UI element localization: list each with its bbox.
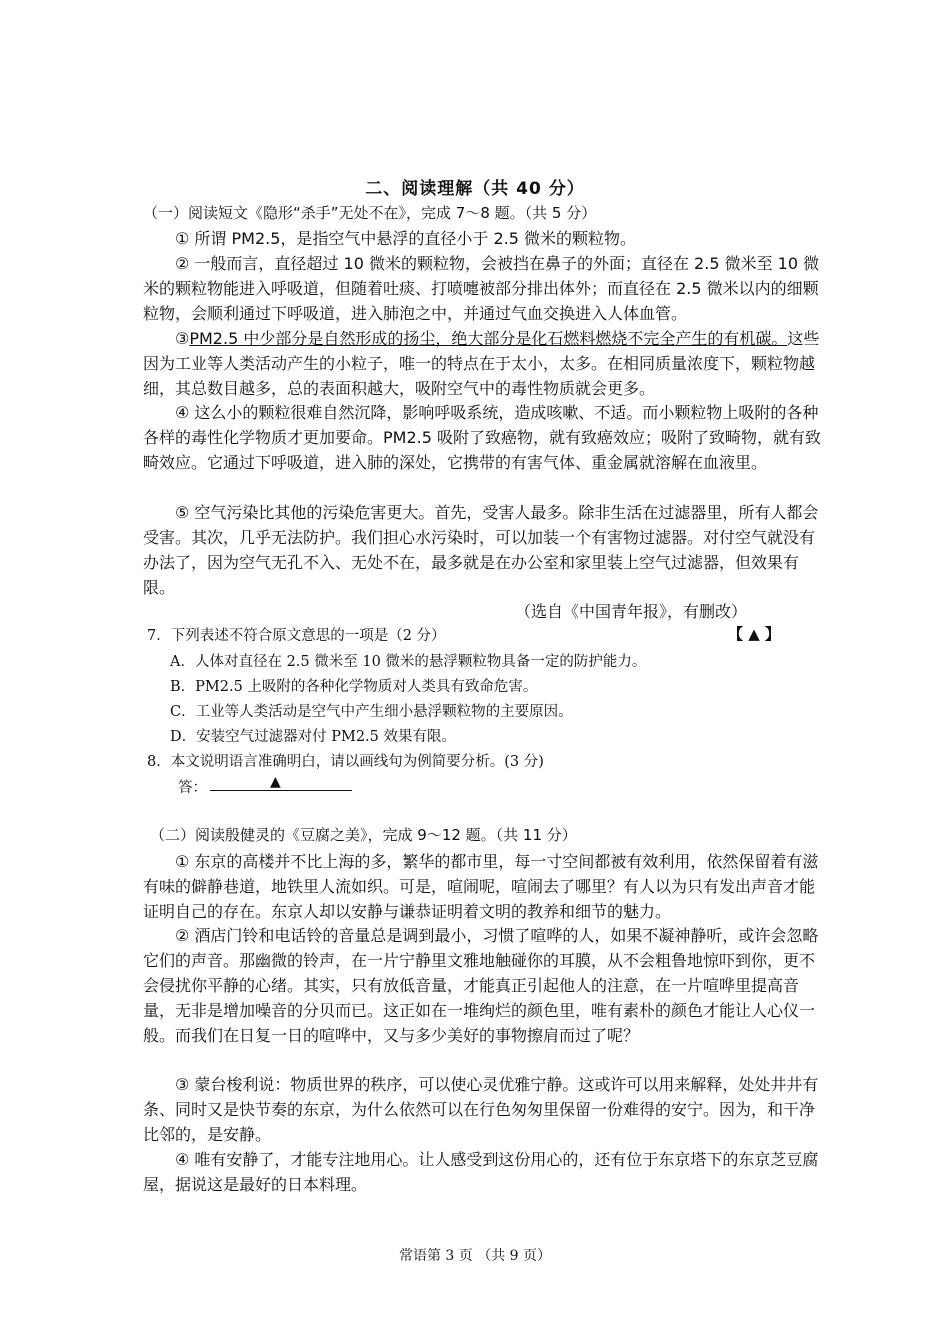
question-8-answer-label: 答：	[178, 780, 207, 796]
question-7: 7．下列表述不符合原文意思的一项是（2 分）	[147, 628, 446, 644]
question-7-option-c: C．工业等人类活动是空气中产生细小悬浮颗粒物的主要原因。	[170, 704, 573, 720]
part1-paragraph-3	[143, 326, 823, 401]
paragraph-3-number: ③	[175, 329, 190, 348]
answer-triangle-icon: ▲	[270, 774, 281, 790]
question-8: 8．本文说明语言准确明白，请以画线句为例简要分析。(3 分)	[147, 754, 544, 770]
part2-paragraph-1: ① 东京的高楼并不比上海的多，繁华的都市里，每一寸空间都被有效利用，依然保留着有滋有味的僻静巷道，地铁里人流如织。可是，喧闹呢，喧闹去了哪里？有人以为只有发出声音才能证明自己的存在。东京人却以安静与谦恭证明着文明的教养和细节的魅力。	[143, 852, 819, 921]
part2-paragraph-2: ② 酒店门铃和电话铃的音量总是调到最小，习惯了喧哗的人，如果不凝神静听，或许会忽略它们的声音。那幽微的铃声，在一片宁静里文雅地触碰你的耳膜，从不会粗鲁地惊吓到你，更不会侵扰你平静的心绪。其实，只有放低音量，才能真正引起他人的注意，在一片喧哗里提高音量，无非是增加噪音的分贝而已。这正如在一堆绚烂的颜色里，唯有素朴的颜色才能让人心仪一般。而我们在日复一日的喧哗中，又与多少美好的事物擦肩而过了呢？	[143, 926, 819, 1045]
question-7-option-a: A．人体对直径在 2.5 微米至 10 微米的悬浮颗粒物具备一定的防护能力。	[170, 654, 647, 670]
underlined-sentence: PM2.5 中少部分是自然形成的扬尘，绝大部分是化石燃料燃烧不完全产生的有机碳。	[189, 329, 788, 348]
part1-heading: （一）阅读短文《隐形“杀手”无处不在》，完成 7～8 题。（共 5 分）	[143, 204, 597, 222]
article-source: （选自《中国青年报》，有删改）	[515, 602, 748, 621]
section-title: 二、阅读理解（共 40 分）	[365, 179, 585, 199]
question-8-answer-line	[210, 790, 352, 791]
part1-paragraph-4: ④ 这么小的颗粒很难自然沉降，影响呼吸系统，造成咳嗽、不适。而小颗粒物上吸附的各种各样的毒性化学物质才更加要命。PM2.5 吸附了致癌物，就有致癌效应；吸附了致畸物，就有致畸效应。它通过下呼吸道，进入肺的深处，它携带的有害气体、重金属就溶解在血液里。	[143, 403, 821, 472]
question-7-answer-bracket: 【 ▲ 】	[728, 625, 780, 643]
part1-paragraph-1: ① 所谓 PM2.5，是指空气中悬浮的直径小于 2.5 微米的颗粒物。	[175, 229, 637, 248]
part1-paragraph-2: ② 一般而言，直径超过 10 微米的颗粒物，会被挡在鼻子的外面；直径在 2.5 微米至 10 微米的颗粒物能进入呼吸道，但随着吐痰、打喷嚏被部分排出体外；而直径在 2.5 微米以内的细颗粒物，会顺利通过下呼吸道，进入肺泡之中，并通过气血交换进入人体血管。	[143, 254, 820, 323]
page-footer: 常语第 3 页 （共 9 页）	[398, 1248, 552, 1264]
question-7-option-d: D．安装空气过滤器对付 PM2.5 效果有限。	[170, 729, 457, 745]
part2-paragraph-4: ④ 唯有安静了，才能专注地用心。让人感受到这份用心的，还有位于东京塔下的东京芝豆腐屋，据说这是最好的日本料理。	[143, 1150, 819, 1194]
part1-paragraph-5: ⑤ 空气污染比其他的污染危害更大。首先，受害人最多。除非生活在过滤器里，所有人都会受害。其次，几乎无法防护。我们担心水污染时，可以加装一个有害物过滤器。对付空气就没有办法了，因为空气无孔不入、无处不在，最多就是在办公室和家里装上空气过滤器，但效果有限。	[143, 503, 819, 597]
paragraph-3-rest: 这些因为工业等人类活动产生的小粒子，唯一的特点在于太小，太多。在相同质量浓度下，颗粒物越细，其总数目越多，总的表面积越大，吸附空气中的毒性物质就会更多。	[143, 329, 820, 398]
part2-paragraph-3: ③ 蒙台梭利说：物质世界的秩序，可以使心灵优雅宁静。这或许可以用来解释，处处井井有条、同时又是快节奏的东京，为什么依然可以在行色匆匆里保留一份难得的安宁。因为，和干净比邻的，是安静。	[143, 1075, 819, 1144]
question-7-option-b: B．PM2.5 上吸附的各种化学物质对人类具有致命危害。	[170, 679, 538, 695]
part2-heading: （二）阅读殷健灵的《豆腐之美》，完成 9～12 题。（共 11 分）	[150, 826, 577, 844]
